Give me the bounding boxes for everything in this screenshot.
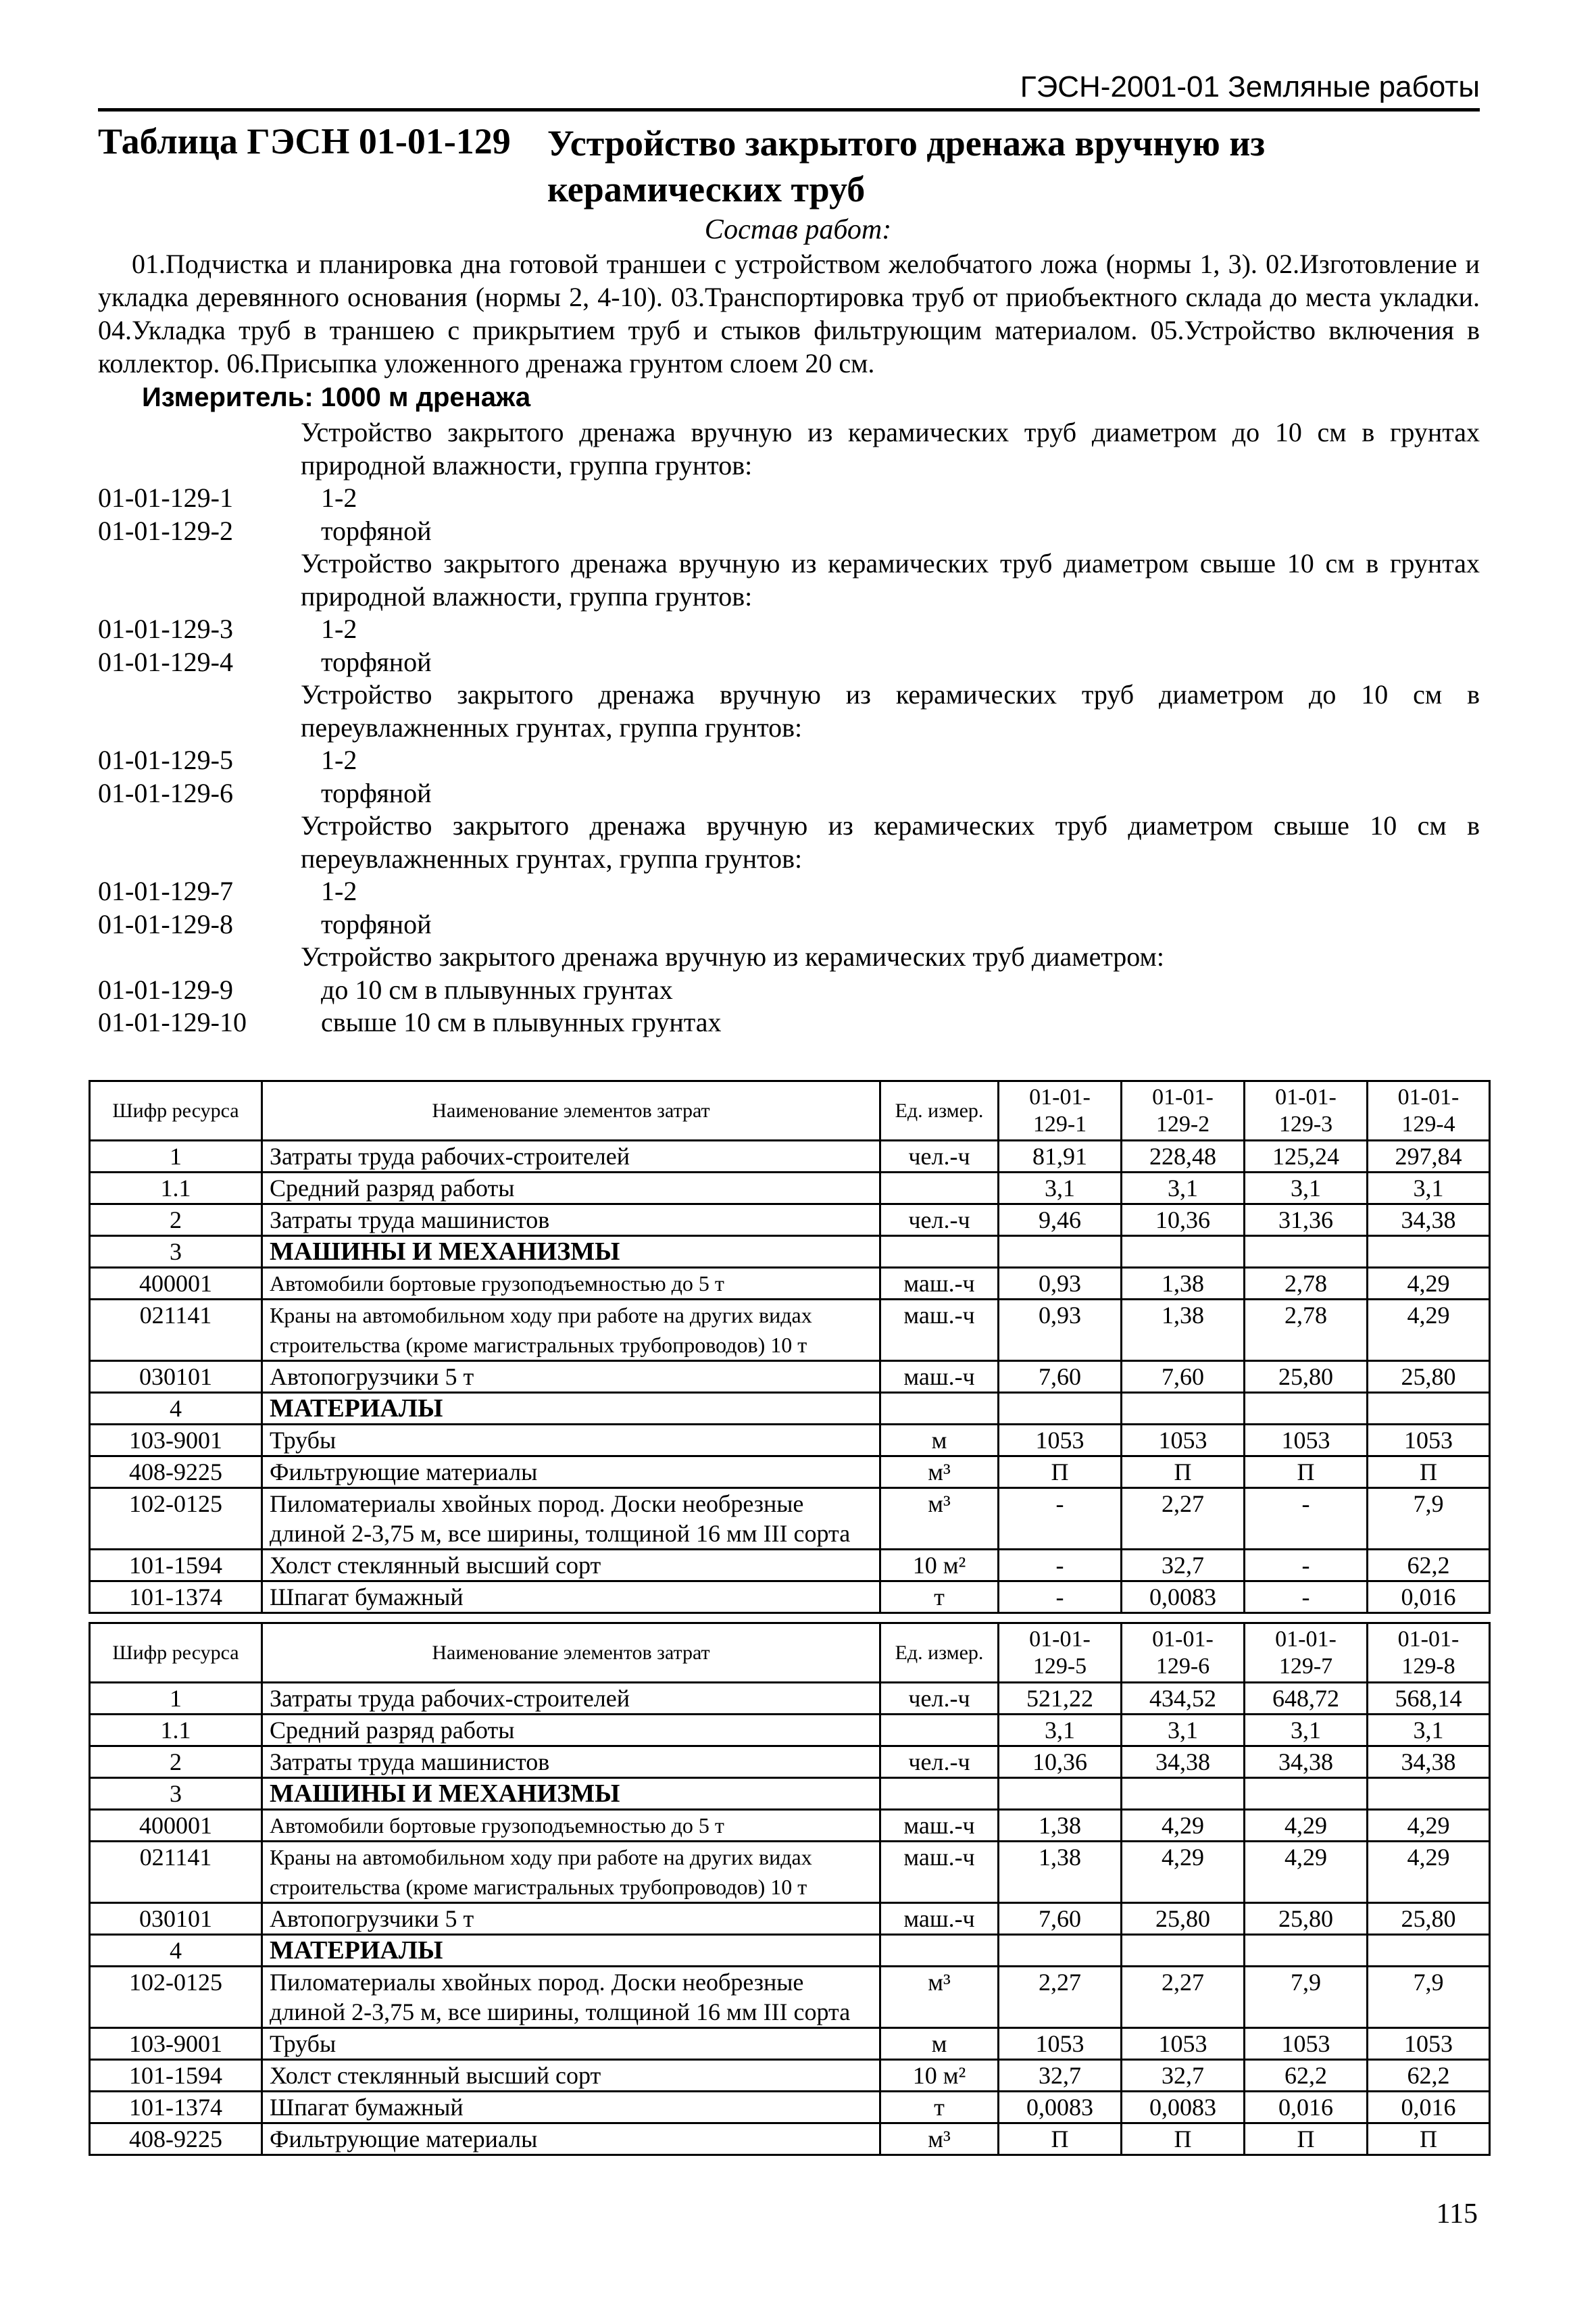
resource-name: Автомобили бортовые грузоподъемностью до 5 т: [262, 1810, 880, 1842]
column-header-unit: Ед. измер.: [880, 1623, 999, 1683]
norm-label: торфяной: [321, 515, 432, 546]
norm-label: торфяной: [321, 646, 432, 677]
norm-label: торфяной: [321, 908, 432, 939]
resource-value: 0,0083: [1122, 2092, 1245, 2123]
resource-name: Холст стеклянный высший сорт: [262, 2060, 880, 2092]
resource-value: 10,36: [999, 1746, 1122, 1778]
resource-value: 3,1: [999, 1173, 1122, 1204]
resource-name: Фильтрующие материалы: [262, 2123, 880, 2155]
resource-value: 7,9: [1368, 1967, 1490, 2028]
resource-unit: чел.-ч: [880, 1204, 999, 1236]
resource-table-1: [89, 1080, 1491, 1614]
resource-value: [999, 1236, 1122, 1268]
resource-value: 4,29: [1245, 1842, 1368, 1903]
resource-unit: м: [880, 1425, 999, 1456]
table-id: Таблица ГЭСН 01-01-129: [98, 121, 511, 162]
resource-value: [1122, 1236, 1245, 1268]
resource-value: -: [999, 1550, 1122, 1581]
resource-value: -: [1245, 1550, 1368, 1581]
table-row: [90, 1300, 1490, 1361]
resource-value: 7,9: [1368, 1488, 1490, 1550]
resource-code: 103-9001: [90, 1425, 262, 1456]
resource-code: 102-0125: [90, 1967, 262, 2028]
resource-code: 2: [90, 1746, 262, 1778]
column-header-norm: 01-01- 129-8: [1368, 1623, 1490, 1683]
norm-label: до 10 см в плывунных грунтах: [321, 974, 673, 1005]
resource-value: 9,46: [999, 1204, 1122, 1236]
resource-unit: 10 м²: [880, 2060, 999, 2092]
resource-name: Трубы: [262, 1425, 880, 1456]
resource-value: 0,016: [1368, 2092, 1490, 2123]
table-row: [90, 1361, 1490, 1393]
resource-value: 1053: [1368, 1425, 1490, 1456]
resource-unit: чел.-ч: [880, 1141, 999, 1173]
resource-value: 1053: [1122, 2028, 1245, 2060]
resource-name: Краны на автомобильном ходу при работе на других видах строительства (кроме магистральных трубопроводов) 10 т: [262, 1842, 880, 1903]
resource-value: 0,93: [999, 1268, 1122, 1300]
table-row: [90, 1141, 1490, 1173]
resource-value: 25,80: [1122, 1903, 1245, 1935]
resource-unit: чел.-ч: [880, 1746, 999, 1778]
table-row: [90, 1173, 1490, 1204]
resource-value: 1,38: [1122, 1268, 1245, 1300]
resource-unit: [880, 1778, 999, 1810]
resource-name: МАШИНЫ И МЕХАНИЗМЫ: [262, 1236, 880, 1268]
resource-value: [1122, 1778, 1245, 1810]
norm-row: [98, 515, 1480, 548]
column-header-name: Наименование элементов затрат: [262, 1081, 880, 1141]
resource-value: 0,016: [1368, 1581, 1490, 1613]
resource-code: 030101: [90, 1361, 262, 1393]
norm-group-description: Устройство закрытого дренажа вручную из керамических труб диаметром до 10 см в переувлажненных грунтах, группа грунтов:: [301, 679, 1480, 743]
resource-value: 228,48: [1122, 1141, 1245, 1173]
resource-name: Пиломатериалы хвойных пород. Доски необрезные длиной 2-3,75 м, все ширины, толщиной 16 мм III сорта: [262, 1488, 880, 1550]
resource-value: 25,80: [1245, 1361, 1368, 1393]
resource-value: 1053: [1245, 2028, 1368, 2060]
resource-value: -: [1245, 1581, 1368, 1613]
resource-unit: [880, 1236, 999, 1268]
column-header-norm: 01-01- 129-7: [1245, 1623, 1368, 1683]
column-header-norm: 01-01- 129-4: [1368, 1081, 1490, 1141]
resource-value: -: [999, 1488, 1122, 1550]
resource-code: 4: [90, 1935, 262, 1967]
resource-unit: [880, 1935, 999, 1967]
table-row: [90, 1488, 1490, 1550]
resource-value: -: [1245, 1488, 1368, 1550]
resource-code: 4: [90, 1393, 262, 1425]
resource-code: 101-1374: [90, 2092, 262, 2123]
norm-code: 01-01-129-5: [98, 745, 233, 775]
table-row: [90, 1268, 1490, 1300]
resource-unit: м³: [880, 1456, 999, 1488]
resource-code: 3: [90, 1778, 262, 1810]
resource-unit: 10 м²: [880, 1550, 999, 1581]
resource-name: МАШИНЫ И МЕХАНИЗМЫ: [262, 1778, 880, 1810]
norm-row: [98, 613, 1480, 646]
resource-value: 0,016: [1245, 2092, 1368, 2123]
table-row: [90, 1967, 1490, 2028]
works-heading: Состав работ:: [704, 214, 892, 245]
column-header-norm: 01-01- 129-3: [1245, 1081, 1368, 1141]
table-row: [90, 1746, 1490, 1778]
resource-value: 25,80: [1368, 1903, 1490, 1935]
resource-value: [1245, 1935, 1368, 1967]
resource-unit: маш.-ч: [880, 1810, 999, 1842]
norm-code: 01-01-129-7: [98, 876, 233, 906]
resource-unit: маш.-ч: [880, 1300, 999, 1361]
page-number: 115: [1436, 2198, 1478, 2230]
resource-value: 31,36: [1245, 1204, 1368, 1236]
resource-value: 4,29: [1368, 1842, 1490, 1903]
resource-value: 7,9: [1245, 1967, 1368, 2028]
resource-name: Средний разряд работы: [262, 1715, 880, 1746]
resource-code: 400001: [90, 1268, 262, 1300]
resource-value: 34,38: [1122, 1746, 1245, 1778]
resource-value: [1368, 1778, 1490, 1810]
table-row: [90, 1903, 1490, 1935]
column-header-norm: 01-01- 129-5: [999, 1623, 1122, 1683]
resource-code: 101-1594: [90, 2060, 262, 2092]
resource-code: 101-1594: [90, 1550, 262, 1581]
resource-value: 0,93: [999, 1300, 1122, 1361]
resource-value: 1,38: [999, 1810, 1122, 1842]
table-row: [90, 1236, 1490, 1268]
resource-value: 2,27: [1122, 1488, 1245, 1550]
resource-value: 4,29: [1122, 1810, 1245, 1842]
table-row: [90, 1425, 1490, 1456]
resource-name: Автопогрузчики 5 т: [262, 1903, 880, 1935]
resource-code: 021141: [90, 1300, 262, 1361]
resource-table-2: [89, 1622, 1491, 2156]
resource-value: 4,29: [1368, 1810, 1490, 1842]
norm-row: [98, 875, 1480, 908]
resource-value: 2,27: [999, 1967, 1122, 2028]
norm-row: [98, 482, 1480, 515]
resource-code: 408-9225: [90, 2123, 262, 2155]
resource-code: 2: [90, 1204, 262, 1236]
norm-code: 01-01-129-6: [98, 777, 233, 808]
resource-value: 1053: [999, 1425, 1122, 1456]
resource-unit: маш.-ч: [880, 1361, 999, 1393]
resource-code: 3: [90, 1236, 262, 1268]
resource-unit: м: [880, 2028, 999, 2060]
works-description: [98, 247, 1480, 380]
norm-group-description: Устройство закрытого дренажа вручную из керамических труб диаметром свыше 10 см в переувлажненных грунтах, группа грунтов:: [301, 810, 1480, 874]
norm-row: [98, 908, 1480, 941]
column-header-name: Наименование элементов затрат: [262, 1623, 880, 1683]
resource-name: Затраты труда машинистов: [262, 1746, 880, 1778]
resource-value: П: [1122, 2123, 1245, 2155]
resource-value: 62,2: [1368, 2060, 1490, 2092]
resource-value: 2,27: [1122, 1967, 1245, 2028]
resource-value: [1245, 1778, 1368, 1810]
resource-value: 34,38: [1368, 1746, 1490, 1778]
resource-code: 030101: [90, 1903, 262, 1935]
resource-unit: маш.-ч: [880, 1903, 999, 1935]
resource-value: 25,80: [1245, 1903, 1368, 1935]
resource-unit: т: [880, 1581, 999, 1613]
resource-code: 400001: [90, 1810, 262, 1842]
resource-value: П: [1122, 1456, 1245, 1488]
resource-code: 102-0125: [90, 1488, 262, 1550]
resource-unit: [880, 1173, 999, 1204]
norm-code: 01-01-129-9: [98, 974, 233, 1005]
resource-value: П: [999, 1456, 1122, 1488]
resource-value: 3,1: [1122, 1715, 1245, 1746]
norm-group-description: Устройство закрытого дренажа вручную из керамических труб диаметром:: [301, 941, 1164, 972]
resource-value: 3,1: [1368, 1173, 1490, 1204]
resource-value: 32,7: [1122, 1550, 1245, 1581]
table-row: [90, 2060, 1490, 2092]
resource-name: Пиломатериалы хвойных пород. Доски необрезные длиной 2-3,75 м, все ширины, толщиной 16 мм III сорта: [262, 1967, 880, 2028]
column-header-norm: 01-01- 129-2: [1122, 1081, 1245, 1141]
resource-value: 4,29: [1122, 1842, 1245, 1903]
table-row: [90, 1581, 1490, 1613]
resource-value: 1053: [1245, 1425, 1368, 1456]
resource-unit: м³: [880, 1967, 999, 2028]
table-row: [90, 1935, 1490, 1967]
norm-label: 1-2: [321, 483, 357, 513]
column-header-code: Шифр ресурса: [90, 1081, 262, 1141]
table-row: [90, 1550, 1490, 1581]
resource-name: Краны на автомобильном ходу при работе на других видах строительства (кроме магистральных трубопроводов) 10 т: [262, 1300, 880, 1361]
resource-value: 297,84: [1368, 1141, 1490, 1173]
resource-value: 125,24: [1245, 1141, 1368, 1173]
resource-value: [999, 1393, 1122, 1425]
norm-label: 1-2: [321, 876, 357, 906]
resource-value: [1245, 1393, 1368, 1425]
resource-value: 3,1: [1245, 1173, 1368, 1204]
resource-name: Затраты труда рабочих-строителей: [262, 1683, 880, 1715]
resource-unit: м³: [880, 1488, 999, 1550]
norm-group-description: Устройство закрытого дренажа вручную из керамических труб диаметром свыше 10 см в грунтах природной влажности, группа грунтов:: [301, 548, 1480, 612]
resource-value: 32,7: [1122, 2060, 1245, 2092]
norm-row: [98, 1006, 1480, 1039]
table-row: [90, 1393, 1490, 1425]
resource-name: Шпагат бумажный: [262, 2092, 880, 2123]
resource-value: 4,29: [1245, 1810, 1368, 1842]
resource-value: 34,38: [1245, 1746, 1368, 1778]
resource-value: 3,1: [999, 1715, 1122, 1746]
norm-label: торфяной: [321, 777, 432, 808]
column-header-code: Шифр ресурса: [90, 1623, 262, 1683]
table-row: [90, 1683, 1490, 1715]
resource-value: 3,1: [1245, 1715, 1368, 1746]
running-header: [98, 70, 1480, 112]
resource-value: 648,72: [1245, 1683, 1368, 1715]
resource-code: 1.1: [90, 1173, 262, 1204]
norm-label: 1-2: [321, 745, 357, 775]
resource-code: 1.1: [90, 1715, 262, 1746]
resource-code: 408-9225: [90, 1456, 262, 1488]
resource-value: 1,38: [1122, 1300, 1245, 1361]
resource-value: [1122, 1935, 1245, 1967]
norm-row: [98, 777, 1480, 810]
resource-value: [1368, 1393, 1490, 1425]
resource-code: 1: [90, 1141, 262, 1173]
resource-code: 021141: [90, 1842, 262, 1903]
norm-row: [98, 974, 1480, 1007]
resource-value: П: [999, 2123, 1122, 2155]
norm-list: [98, 416, 1480, 1039]
resource-name: Средний разряд работы: [262, 1173, 880, 1204]
norm-group-description: Устройство закрытого дренажа вручную из керамических труб диаметром до 10 см в грунтах природной влажности, группа грунтов:: [301, 417, 1480, 481]
resource-value: 7,60: [999, 1903, 1122, 1935]
resource-unit: [880, 1715, 999, 1746]
table-row: [90, 1204, 1490, 1236]
resource-value: 10,36: [1122, 1204, 1245, 1236]
norm-row: [98, 744, 1480, 777]
resource-value: [1122, 1393, 1245, 1425]
resource-value: [999, 1778, 1122, 1810]
norm-code: 01-01-129-4: [98, 646, 233, 677]
table-row: [90, 2028, 1490, 2060]
resource-value: [1245, 1236, 1368, 1268]
resource-value: П: [1245, 1456, 1368, 1488]
resource-value: 25,80: [1368, 1361, 1490, 1393]
resource-value: [1368, 1236, 1490, 1268]
table-row: [90, 2123, 1490, 2155]
resource-name: Автопогрузчики 5 т: [262, 1361, 880, 1393]
table-header-row: [90, 1623, 1490, 1683]
resource-name: МАТЕРИАЛЫ: [262, 1935, 880, 1967]
resource-unit: м³: [880, 2123, 999, 2155]
resource-value: 7,60: [999, 1361, 1122, 1393]
resource-name: Фильтрующие материалы: [262, 1456, 880, 1488]
column-header-unit: Ед. измер.: [880, 1081, 999, 1141]
resource-value: 62,2: [1368, 1550, 1490, 1581]
table-row: [90, 1842, 1490, 1903]
resource-unit: [880, 1393, 999, 1425]
norm-code: 01-01-129-10: [98, 1007, 247, 1037]
measure-unit: Измеритель: 1000 м дренажа: [142, 383, 531, 412]
norm-label: свыше 10 см в плывунных грунтах: [321, 1007, 722, 1037]
resource-value: 62,2: [1245, 2060, 1368, 2092]
norm-code: 01-01-129-2: [98, 515, 233, 546]
resource-value: 521,22: [999, 1683, 1122, 1715]
resource-value: 81,91: [999, 1141, 1122, 1173]
resource-value: 34,38: [1368, 1204, 1490, 1236]
resource-value: 0,0083: [999, 2092, 1122, 2123]
resource-name: Затраты труда машинистов: [262, 1204, 880, 1236]
resource-unit: т: [880, 2092, 999, 2123]
resource-value: 3,1: [1368, 1715, 1490, 1746]
resource-value: 7,60: [1122, 1361, 1245, 1393]
works-paragraph: 01.Подчистка и планировка дна готовой траншеи с устройством желобчатого ложа (нормы 1, 3). 02.Изготовление и укладка деревянного основания (нормы 2, 4-10). 03.Транспортировка труб от приобъектного склада до места укладки. 04.Укладка труб в траншею с прикрытием труб и стыков фильтрующим материалом. 05.Устройство включения в коллектор. 06.Присыпка уложенного дренажа грунтом слоем 20 см.: [98, 249, 1480, 378]
norm-row: [98, 646, 1480, 679]
table-row: [90, 2092, 1490, 2123]
resource-value: 434,52: [1122, 1683, 1245, 1715]
resource-name: МАТЕРИАЛЫ: [262, 1393, 880, 1425]
table-row: [90, 1810, 1490, 1842]
resource-unit: чел.-ч: [880, 1683, 999, 1715]
running-title: ГЭСН-2001-01 Земляные работы: [1020, 70, 1480, 103]
table-header-row: [90, 1081, 1490, 1141]
resource-value: -: [999, 1581, 1122, 1613]
resource-code: 103-9001: [90, 2028, 262, 2060]
resource-value: 2,78: [1245, 1268, 1368, 1300]
resource-name: Автомобили бортовые грузоподъемностью до 5 т: [262, 1268, 880, 1300]
resource-unit: маш.-ч: [880, 1842, 999, 1903]
resource-value: 4,29: [1368, 1268, 1490, 1300]
resource-value: [1368, 1935, 1490, 1967]
resource-value: П: [1245, 2123, 1368, 2155]
resource-name: Затраты труда рабочих-строителей: [262, 1141, 880, 1173]
column-header-norm: 01-01- 129-6: [1122, 1623, 1245, 1683]
resource-value: 1,38: [999, 1842, 1122, 1903]
table-row: [90, 1778, 1490, 1810]
resource-value: [999, 1935, 1122, 1967]
resource-name: Трубы: [262, 2028, 880, 2060]
resource-name: Холст стеклянный высший сорт: [262, 1550, 880, 1581]
resource-value: 1053: [999, 2028, 1122, 2060]
norm-code: 01-01-129-8: [98, 908, 233, 939]
norm-code: 01-01-129-1: [98, 483, 233, 513]
norm-label: 1-2: [321, 614, 357, 644]
table-row: [90, 1715, 1490, 1746]
resource-value: 2,78: [1245, 1300, 1368, 1361]
column-header-norm: 01-01- 129-1: [999, 1081, 1122, 1141]
table-row: [90, 1456, 1490, 1488]
resource-value: 32,7: [999, 2060, 1122, 2092]
resource-value: П: [1368, 1456, 1490, 1488]
resource-value: 1053: [1122, 1425, 1245, 1456]
resource-value: 4,29: [1368, 1300, 1490, 1361]
resource-value: 0,0083: [1122, 1581, 1245, 1613]
norm-code: 01-01-129-3: [98, 614, 233, 644]
resource-value: 1053: [1368, 2028, 1490, 2060]
table-title: Устройство закрытого дренажа вручную из керамических труб: [547, 123, 1266, 210]
resource-code: 1: [90, 1683, 262, 1715]
resource-value: П: [1368, 2123, 1490, 2155]
resource-value: 568,14: [1368, 1683, 1490, 1715]
resource-name: Шпагат бумажный: [262, 1581, 880, 1613]
resource-code: 101-1374: [90, 1581, 262, 1613]
resource-value: 3,1: [1122, 1173, 1245, 1204]
resource-unit: маш.-ч: [880, 1268, 999, 1300]
